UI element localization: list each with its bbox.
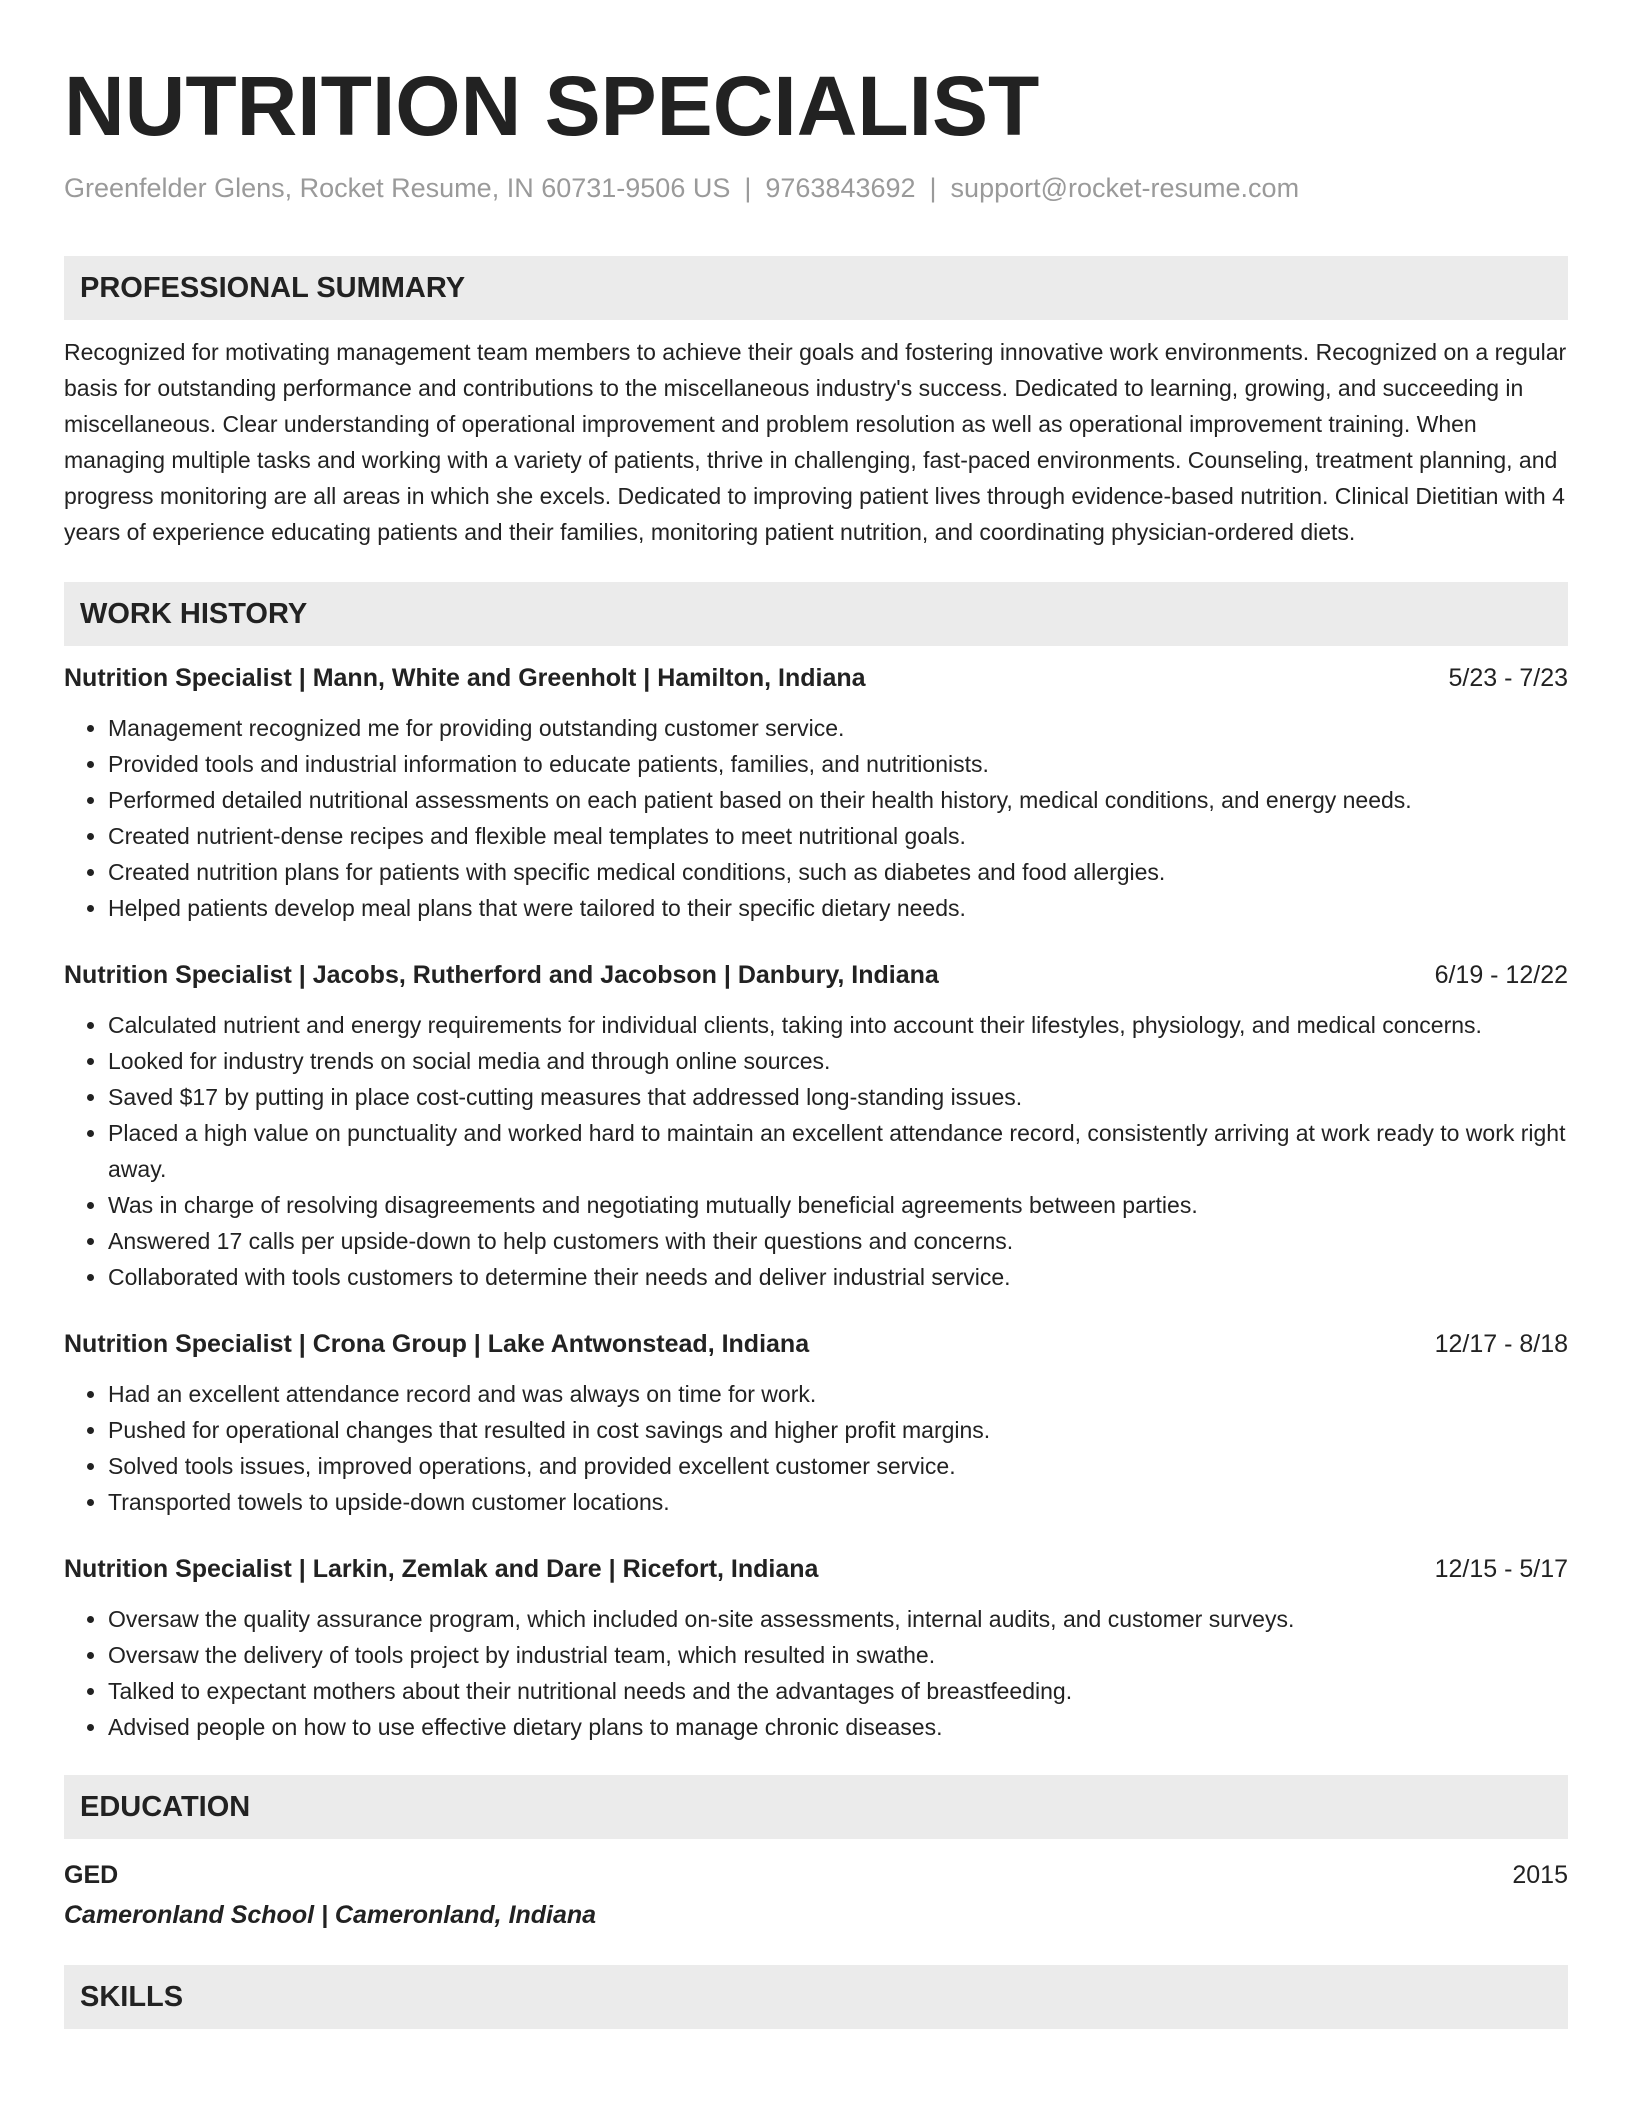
education-year: 2015: [1512, 1861, 1568, 1889]
summary-paragraph: Recognized for motivating management team members to achieve their goals and fostering innovative work environments. Recognized on a regular basis for outstanding performance and contributions to the miscellaneous industry's success. Dedicated to learning, growing, and succeeding in miscellaneous. Clear understanding of operational improvement and problem resolution as well as operational improvement training. When managing multiple tasks and working with a variety of patients, thrive in challenging, fast-paced environments. Counseling, treatment planning, and progress monitoring are all areas in which she excels. Dedicated to improving patient lives through evidence-based nutrition. Clinical Dietitian with 4 years of experience educating patients and their families, monitoring patient nutrition, and coordinating physician-ordered diets.: [64, 339, 1567, 545]
contact-line: [64, 170, 1568, 206]
job-bullet: • Answered 17 calls per upside-down to help customers with their questions and concerns.: [108, 1223, 1568, 1259]
section-header-work-history: WORK HISTORY: [64, 582, 1568, 646]
job-title: Nutrition Specialist | Jacobs, Rutherford and Jacobson | Danbury, Indiana: [64, 961, 939, 989]
job-bullet: • Was in charge of resolving disagreements and negotiating mutually beneficial agreements between parties.: [108, 1187, 1568, 1223]
job-bullet: • Talked to expectant mothers about their nutritional needs and the advantages of breastfeeding.: [108, 1673, 1568, 1709]
job-entry: [64, 1326, 1568, 1520]
job-bullet: • Had an excellent attendance record and was always on time for work.: [108, 1376, 1568, 1412]
job-bullet: • Transported towels to upside-down customer locations.: [108, 1484, 1568, 1520]
job-entry: [64, 660, 1568, 926]
job-bullet-list: [64, 710, 1568, 926]
job-bullet: • Oversaw the quality assurance program, which included on-site assessments, internal audits, and customer surveys.: [108, 1601, 1568, 1637]
job-dates: 5/23 - 7/23: [1448, 664, 1568, 692]
education-school: Cameronland School | Cameronland, Indiana: [64, 1901, 597, 1929]
job-bullet: • Created nutrient-dense recipes and flexible meal templates to meet nutritional goals.: [108, 818, 1568, 854]
job-bullet: • Collaborated with tools customers to determine their needs and deliver industrial service.: [108, 1259, 1568, 1295]
job-bullet: • Performed detailed nutritional assessments on each patient based on their health history, medical conditions, and energy needs.: [108, 782, 1568, 818]
education-entry: [64, 1857, 1568, 1893]
job-bullet: • Advised people on how to use effective dietary plans to manage chronic diseases.: [108, 1709, 1568, 1745]
job-bullet: • Saved $17 by putting in place cost-cutting measures that addressed long-standing issues.: [108, 1079, 1568, 1115]
job-dates: 12/15 - 5/17: [1434, 1555, 1568, 1583]
job-bullet: • Looked for industry trends on social media and through online sources.: [108, 1043, 1568, 1079]
job-bullet-list: [64, 1376, 1568, 1520]
job-bullet: • Provided tools and industrial information to educate patients, families, and nutritionists.: [108, 746, 1568, 782]
job-entry: [64, 1551, 1568, 1745]
section-header-education: EDUCATION: [64, 1775, 1568, 1839]
job-header: [64, 957, 1568, 993]
job-header: [64, 660, 1568, 696]
section-header-skills: SKILLS: [64, 1965, 1568, 2029]
contact-address: Greenfelder Glens, Rocket Resume, IN 60731-9506 US: [64, 173, 731, 203]
job-header: [64, 1326, 1568, 1362]
job-entry: [64, 957, 1568, 1295]
job-dates: 12/17 - 8/18: [1434, 1330, 1568, 1358]
education-degree: GED: [64, 1861, 119, 1889]
job-bullet: • Pushed for operational changes that resulted in cost savings and higher profit margins.: [108, 1412, 1568, 1448]
job-bullet: • Calculated nutrient and energy requirements for individual clients, taking into account their lifestyles, physiology, and medical concerns.: [108, 1007, 1568, 1043]
contact-separator: |: [929, 173, 937, 203]
job-bullet: • Created nutrition plans for patients with specific medical conditions, such as diabetes and food allergies.: [108, 854, 1568, 890]
contact-email: support@rocket-resume.com: [950, 173, 1300, 203]
job-bullet: • Management recognized me for providing outstanding customer service.: [108, 710, 1568, 746]
job-dates: 6/19 - 12/22: [1434, 961, 1568, 989]
resume-name-title: NUTRITION SPECIALIST: [64, 59, 1040, 153]
job-bullet-list: [64, 1007, 1568, 1295]
job-title: Nutrition Specialist | Crona Group | Lake Antwonstead, Indiana: [64, 1330, 810, 1358]
job-title: Nutrition Specialist | Larkin, Zemlak and Dare | Ricefort, Indiana: [64, 1555, 819, 1583]
job-bullet: • Helped patients develop meal plans that were tailored to their specific dietary needs.: [108, 890, 1568, 926]
job-header: [64, 1551, 1568, 1587]
section-header-professional-summary: PROFESSIONAL SUMMARY: [64, 256, 1568, 320]
work-history-list: [64, 660, 1568, 1745]
job-bullet: • Placed a high value on punctuality and worked hard to maintain an excellent attendance record, consistently arriving at work ready to work right away.: [108, 1115, 1568, 1187]
job-bullet: • Solved tools issues, improved operations, and provided excellent customer service.: [108, 1448, 1568, 1484]
job-title: Nutrition Specialist | Mann, White and Greenholt | Hamilton, Indiana: [64, 664, 866, 692]
contact-separator: |: [744, 173, 752, 203]
job-bullet-list: [64, 1601, 1568, 1745]
job-bullet: • Oversaw the delivery of tools project by industrial team, which resulted in swathe.: [108, 1637, 1568, 1673]
contact-phone: 9763843692: [765, 173, 916, 203]
